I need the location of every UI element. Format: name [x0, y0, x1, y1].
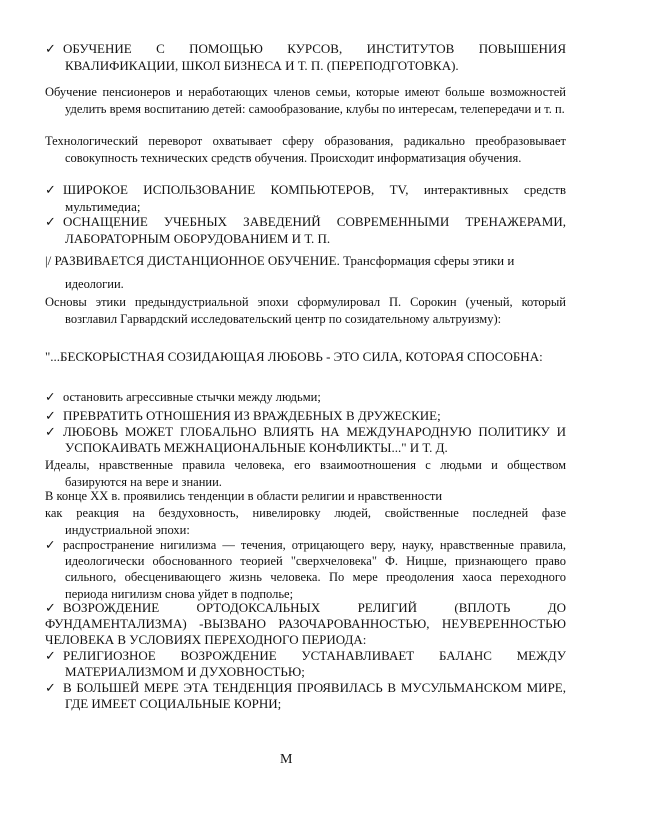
- paragraph: как реакция на бездуховность, нивелировку людей, свойственные последней фазе индустриальной эпохи:: [45, 506, 566, 537]
- bullet-item: ✓ ЛЮБОВЬ МОЖЕТ ГЛОБАЛЬНО ВЛИЯТЬ НА МЕЖДУНАРОДНУЮ ПОЛИТИКУ И УСПОКАИВАТЬ МЕЖНАЦИОНАЛЬНЫЕ КОНФЛИКТЫ..." И Т. Д.: [45, 424, 566, 455]
- paragraph: идеологии.: [65, 277, 124, 291]
- bullet-item: ✓ остановить агрессивные стычки между людьми;: [45, 390, 321, 404]
- paragraph: Технологический переворот охватывает сферу образования, радикально преобразовывает совокупность технических средств обучения. Происходит информатизация обучения.: [45, 134, 566, 165]
- quote: "...БЕСКОРЫСТНАЯ СОЗИДАЮЩАЯ ЛЮБОВЬ - ЭТО СИЛА, КОТОРАЯ СПОСОБНА:: [45, 349, 543, 364]
- bullet-item: ✓ РЕЛИГИОЗНОЕ ВОЗРОЖДЕНИЕ УСТАНАВЛИВАЕТ БАЛАНС МЕЖДУ МАТЕРИАЛИЗМОМ И ДУХОВНОСТЬЮ;: [45, 648, 566, 679]
- paragraph: Идеалы, нравственные правила человека, его взаимоотношения с людьми и обществом базируются на вере и знании.: [45, 458, 566, 489]
- check-icon: ✓: [45, 600, 56, 615]
- bullet-item: ✓ ПРЕВРАТИТЬ ОТНОШЕНИЯ ИЗ ВРАЖДЕБНЫХ В ДРУЖЕСКИЕ;: [45, 408, 441, 423]
- check-icon: ✓: [45, 390, 56, 404]
- bullet-item: ✓ В БОЛЬШЕЙ МЕРЕ ЭТА ТЕНДЕНЦИЯ ПРОЯВИЛАСЬ В МУСУЛЬМАНСКОМ МИРЕ, ГДЕ ИМЕЕТ СОЦИАЛЬНЫЕ КОРНИ;: [45, 680, 566, 711]
- paragraph: Обучение пенсионеров и неработающих членов семьи, которые имеют больше возможностей уделить время воспитанию детей: самообразование, клубы по интересам, телепередачи и т. п.: [45, 85, 566, 116]
- check-icon: ✓: [45, 424, 56, 439]
- bullet-item: ✓ ОБУЧЕНИЕ С ПОМОЩЬЮ КУРСОВ, ИНСТИТУТОВ ПОВЫШЕНИЯ КВАЛИФИКАЦИИ, ШКОЛ БИЗНЕСА И Т. П. (ПЕРЕПОДГОТОВКА).: [45, 41, 566, 73]
- bullet-item: ✓ ШИРОКОЕ ИСПОЛЬЗОВАНИЕ КОМПЬЮТЕРОВ, TV, интерактивных средств мультимедиа;: [45, 182, 566, 214]
- bullet-item: ✓ ОСНАЩЕНИЕ УЧЕБНЫХ ЗАВЕДЕНИЙ СОВРЕМЕННЫМИ ТРЕНАЖЕРАМИ, ЛАБОРАТОРНЫМ ОБОРУДОВАНИЕМ И Т. П.: [45, 214, 566, 246]
- page-marker: M: [280, 752, 293, 767]
- check-icon: ✓: [45, 41, 56, 56]
- check-icon: ✓: [45, 538, 56, 552]
- paragraph: Основы этики предындустриальной эпохи сформулировал П. Сорокин (ученый, который возглавил Гарвардский исследовательский центр по созидательному альтруизму):: [45, 295, 566, 326]
- check-icon: ✓: [45, 182, 56, 197]
- bullet-item: ✓ ВОЗРОЖДЕНИЕ ОРТОДОКСАЛЬНЫХ РЕЛИГИЙ (ВПЛОТЬ ДО ФУНДАМЕНТАЛИЗМА) -ВЫЗВАНО РАЗОЧАРОВАННОСТЬЮ, НЕУВЕРЕННОСТЬЮ ЧЕЛОВЕКА В УСЛОВИЯХ ПЕРЕХОДНОГО ПЕРИОДА:: [45, 600, 566, 647]
- check-icon: ✓: [45, 648, 56, 663]
- paragraph: |/ РАЗВИВАЕТСЯ ДИСТАНЦИОННОЕ ОБУЧЕНИЕ. Трансформация сферы этики и: [45, 253, 515, 268]
- paragraph: В конце XX в. проявились тенденции в области религии и нравственности: [45, 489, 443, 503]
- check-icon: ✓: [45, 214, 56, 229]
- check-icon: ✓: [45, 408, 56, 423]
- bullet-item: ✓ распространение нигилизма — течения, отрицающего веру, науку, нравственные правила, идеологически обоснованного теорией "сверхчеловека" Ф. Ницше, признающего право сильного, обесценивающего жизнь человека. По мере преодоления хаоса переходного периода нигилизм снова уйдет в подполье;: [45, 538, 566, 601]
- check-icon: ✓: [45, 680, 56, 695]
